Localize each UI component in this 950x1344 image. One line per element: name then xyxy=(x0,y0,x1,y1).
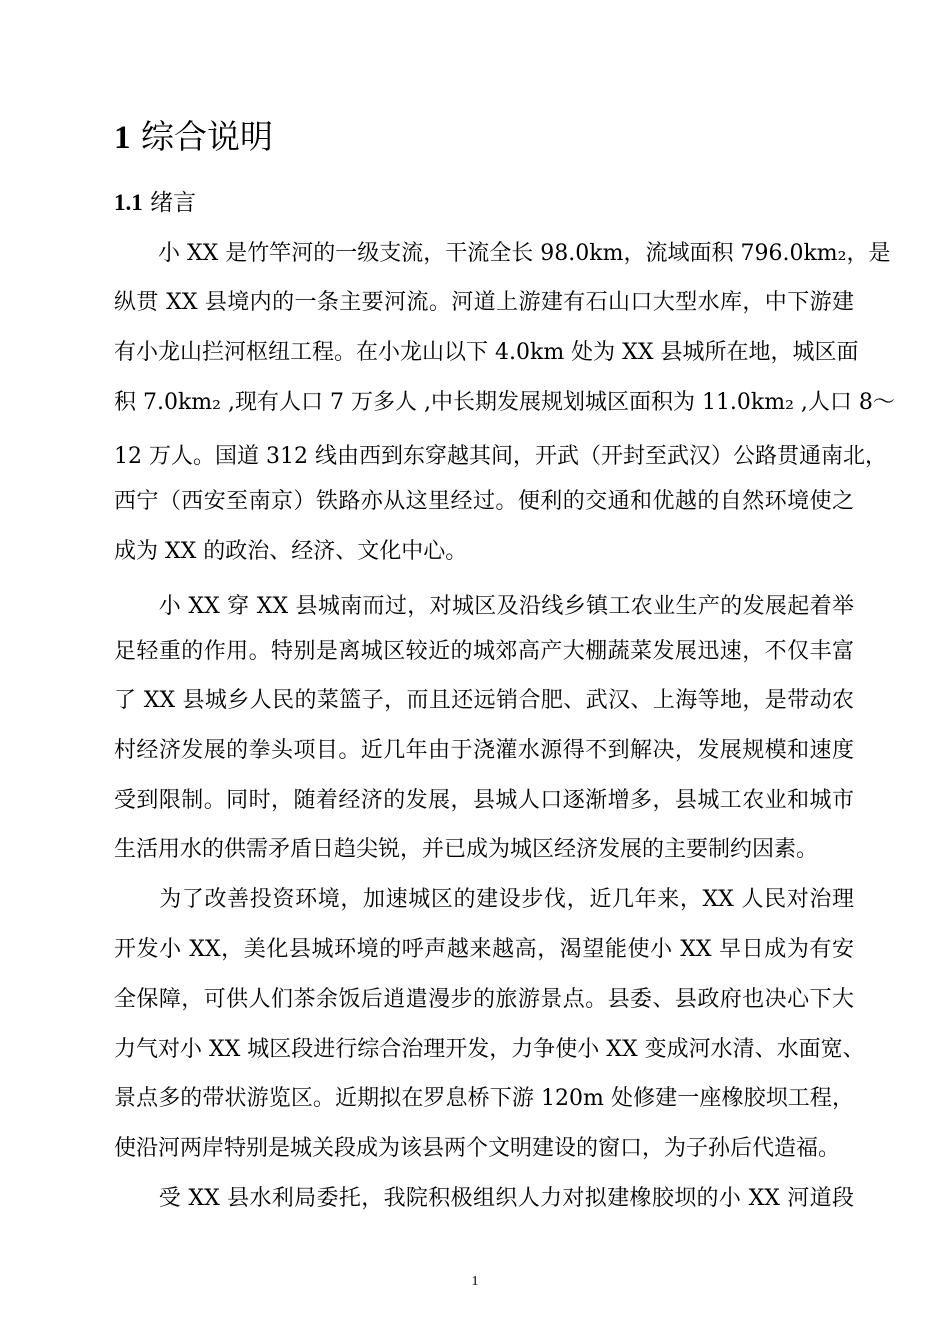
chapter-number: 1 xyxy=(114,120,131,156)
body-line: 有小龙山拦河枢纽工程。在小龙山以下 4.0km 处为 XX 县城所在地，城区面 xyxy=(114,340,859,365)
body-line: 全保障，可供人们茶余饭后逍遣漫步的旅游景点。县委、县政府也决心下大 xyxy=(114,987,854,1012)
body-line: 受 XX 县水利局委托，我院积极组织人力对拟建橡胶坝的小 XX 河道段 xyxy=(114,1186,854,1211)
body-line: 西宁（西安至南京）铁路亦从这里经过。便利的交通和优越的自然环境使之 xyxy=(114,489,854,514)
body-line: 成为 XX 的政治、经济、文化中心。 xyxy=(114,539,468,564)
body-line: 纵贯 XX 县境内的一条主要河流。河道上游建有石山口大型水库，中下游建 xyxy=(114,290,854,315)
body-line: 12 万人。国道 312 线由西到东穿越其间，开武（开封至武汉）公路贯通南北， xyxy=(114,444,887,469)
section-number: 1.1 xyxy=(114,190,143,215)
body-line: 生活用水的供需矛盾日趋尖锐，并已成为城区经济发展的主要制约因素。 xyxy=(114,837,819,862)
body-line: 使沿河两岸特别是城关段成为该县两个文明建设的窗口，为子孙后代造福。 xyxy=(114,1136,841,1161)
body-line: 小 XX 穿 XX 县城南而过，对城区及沿线乡镇工农业生产的发展起着举 xyxy=(114,594,854,619)
body-line: 小 XX 是竹竿河的一级支流，干流全长 98.0km，流域面积 796.0km₂，是 xyxy=(114,241,891,266)
chapter-title: 综合说明 xyxy=(141,117,273,156)
body-line: 开发小 XX，美化县城环境的呼声越来越高，渴望能使小 XX 早日成为有安 xyxy=(114,937,854,962)
body-line: 积 7.0km₂ ,现有人口 7 万多人 ,中长期发展规划城区面积为 11.0km₂ ,人口 8～ xyxy=(114,390,895,415)
chapter-heading xyxy=(114,112,273,163)
body-line: 力气对小 XX 城区段进行综合治理开发，力争使小 XX 变成河水清、水面宽、 xyxy=(114,1037,865,1062)
body-line: 景点多的带状游览区。近期拟在罗息桥下游 120m 处修建一座橡胶坝工程， xyxy=(114,1086,854,1111)
body-line: 了 XX 县城乡人民的菜篮子，而且还远销合肥、武汉、上海等地，是带动农 xyxy=(114,688,854,713)
page-number: 1 xyxy=(471,1274,479,1289)
body-line: 村经济发展的拳头项目。近几年由于浇灌水源得不到解决，发展规模和速度 xyxy=(114,738,854,763)
section-heading xyxy=(114,184,196,222)
body-line: 足轻重的作用。特别是离城区较近的城郊高产大棚蔬菜发展迅速，不仅丰富 xyxy=(114,639,854,664)
body-line: 受到限制。同时，随着经济的发展，县城人口逐渐增多，县城工农业和城市 xyxy=(114,788,854,813)
section-title: 绪言 xyxy=(150,190,197,216)
body-line: 为了改善投资环境，加速城区的建设步伐，近几年来，XX 人民对治理 xyxy=(114,887,854,912)
